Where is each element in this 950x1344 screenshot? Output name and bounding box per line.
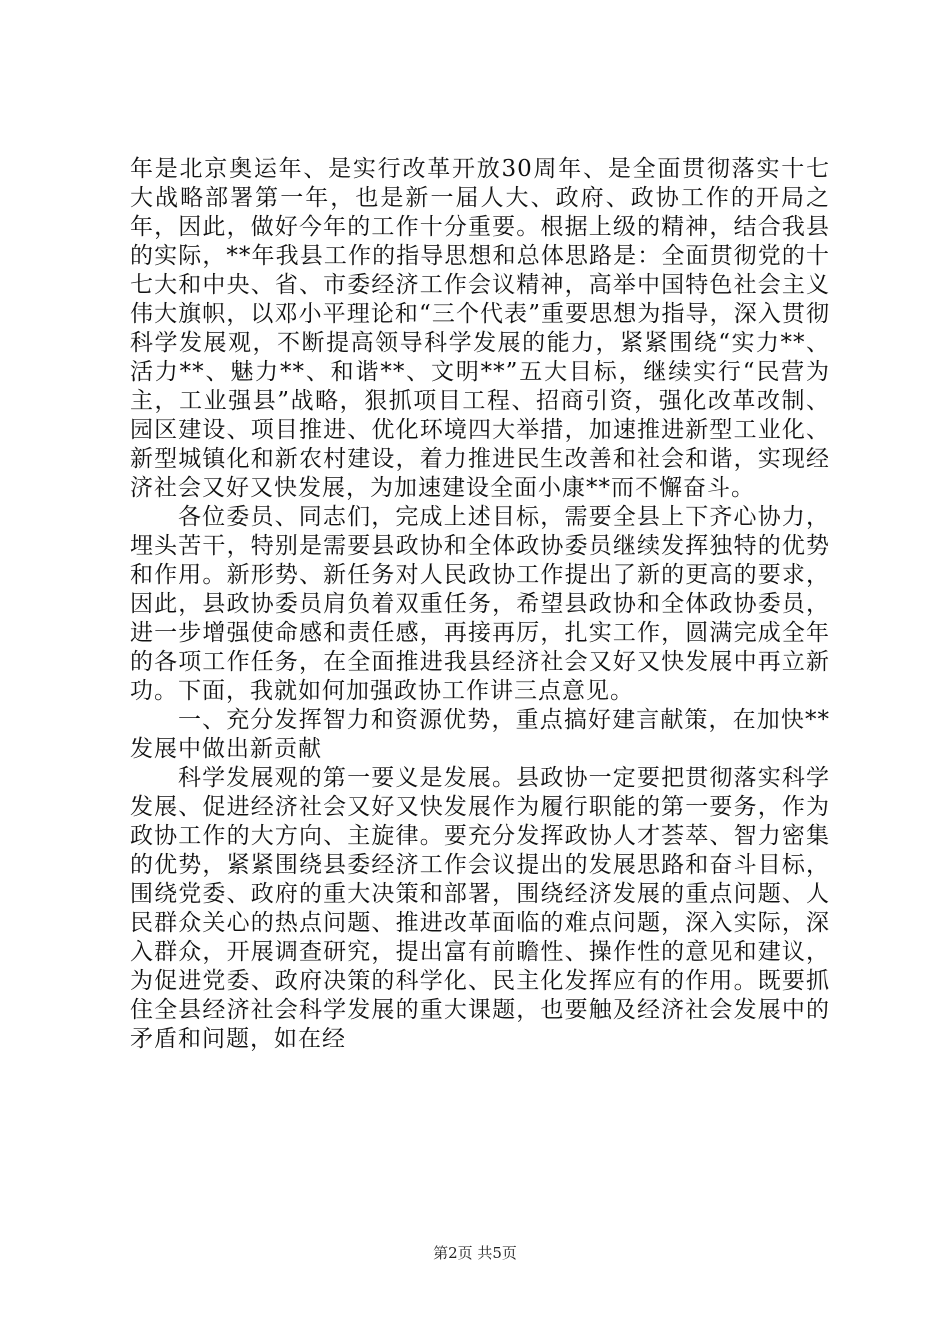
page-number-footer: 第2页 共5页 [433,1244,517,1262]
section-heading-one: 一、充分发挥智力和资源优势，重点搞好建言献策，在加快**发展中做出新贡献 [130,707,830,762]
paragraph-continuation: 年是北京奥运年、是实行改革开放30周年、是全面贯彻落实十七大战略部署第一年，也是新一届人大、政府、政协工作的开局之年，因此，做好今年的工作十分重要。根据上级的精神，结合我县的实际，**年我县工作的指导思想和总体思路是：全面贯彻党的十七大和中央、省、市委经济工作会议精神，高举中国特色社会主义伟大旗帜，以邓小平理论和“三个代表”重要思想为指导，深入贯彻科学发展观，不断提高领导科学发展的能力，紧紧围绕“实力**、活力**、魅力**、和谐**、文明**”五大目标，继续实行“民营为主，工业强县”战略，狠抓项目工程、招商引资，强化改革改制、园区建设、项目推进、优化环境四大举措，加速推进新型工业化、新型城镇化和新农村建设，着力推进民生改善和社会和谐，实现经济社会又好又快发展，为加速建设全面小康**而不懈奋斗。 [130,156,830,501]
document-body [130,155,830,1054]
paragraph-address-members: 各位委员、同志们，完成上述目标，需要全县上下齐心协力，埋头苦干，特别是需要县政协和全体政协委员继续发挥独特的优势和作用。新形势、新任务对人民政协工作提出了新的更高的要求，因此，县政协委员肩负着双重任务，希望县政协和全体政协委员，进一步增强使命感和责任感，再接再厉，扎实工作，圆满完成全年的各项工作任务，在全面推进我县经济社会又好又快发展中再立新功。下面，我就如何加强政协工作讲三点意见。 [130,504,830,704]
paragraph-scientific-development: 科学发展观的第一要义是发展。县政协一定要把贯彻落实科学发展、促进经济社会又好又快发展作为履行职能的第一要务，作为政协工作的大方向、主旋律。要充分发挥政协人才荟萃、智力密集的优势，紧紧围绕县委经济工作会议提出的发展思路和奋斗目标，围绕党委、政府的重大决策和部署，围绕经济发展的重点问题、人民群众关心的热点问题、推进改革面临的难点问题，深入实际，深入群众，开展调查研究，提出富有前瞻性、操作性的意见和建议，为促进党委、政府决策的科学化、民主化发挥应有的作用。既要抓住全县经济社会科学发展的重大课题，也要触及经济社会发展中的矛盾和问题，如在经 [130,765,830,1052]
